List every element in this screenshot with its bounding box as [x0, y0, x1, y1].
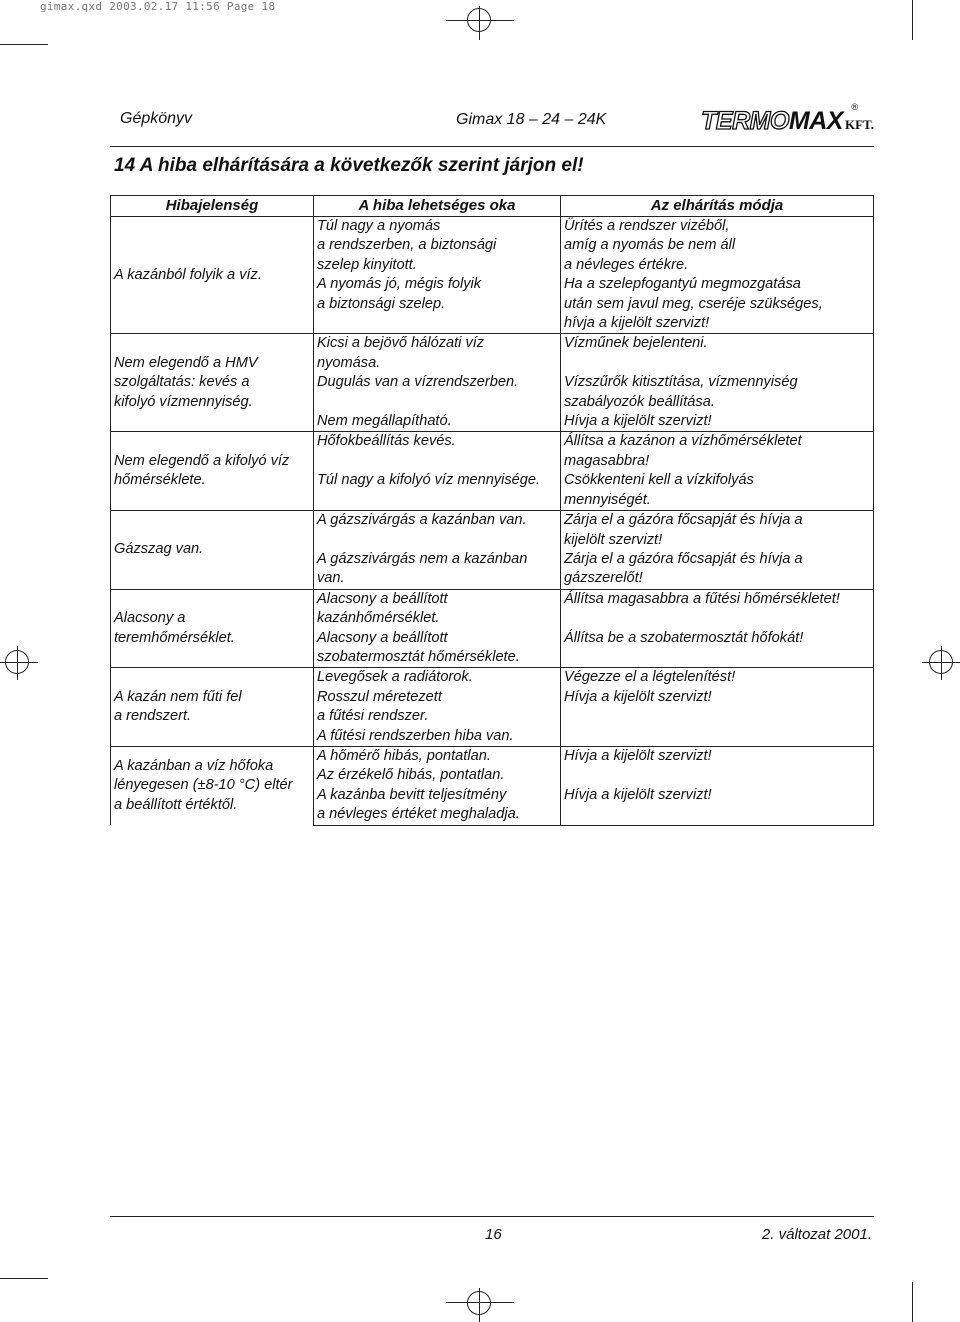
symptom-text: A kazánból folyik a víz.	[114, 266, 262, 283]
page-footer	[110, 1216, 874, 1243]
header-remedy: Az elhárítás módja	[561, 196, 874, 217]
termomax-logo	[701, 102, 874, 136]
cause-cell	[314, 432, 561, 471]
symptom-text: Nem elegendő a HMV szolgáltatás: kevés a kifolyó vízmennyiség.	[114, 354, 258, 410]
table-body	[111, 217, 874, 826]
cause-cell	[314, 786, 561, 825]
cause-cell	[314, 217, 561, 276]
symptom-cell	[111, 668, 314, 747]
remedy-text: Zárja el a gázóra főcsapját és hívja a kijelölt szervizt!	[564, 512, 803, 548]
remedy-text: Hívja a kijelölt szervizt!	[564, 688, 712, 705]
table-row	[111, 432, 874, 471]
cause-text: Kicsi a bejövő hálózati víz nyomása.	[317, 335, 485, 371]
remedy-cell	[561, 668, 874, 688]
cause-text: Túl nagy a nyomás a rendszerben, a biztonsági szelep kinyitott.	[317, 218, 497, 273]
symptom-text: A kazán nem fűti fel a rendszert.	[114, 688, 242, 725]
cause-cell	[314, 629, 561, 668]
remedy-cell	[561, 786, 874, 825]
cause-cell	[314, 275, 561, 334]
symptom-cell	[111, 432, 314, 511]
symptom-cell	[111, 746, 314, 825]
remedy-text: Végezze el a légtelenítést!	[564, 669, 736, 686]
table-row	[111, 511, 874, 550]
symptom-cell	[111, 589, 314, 668]
remedy-cell	[561, 766, 874, 785]
page-number: 16	[485, 1226, 502, 1243]
remedy-cell	[561, 727, 874, 747]
remedy-cell	[561, 373, 874, 412]
header-cause: A hiba lehetséges oka	[314, 196, 561, 217]
table-row	[111, 668, 874, 688]
section-title: 14 A hiba elhárítására a következők szerint járjon el!	[114, 155, 584, 176]
table-row	[111, 746, 874, 766]
cause-text: Dugulás van a vízrendszerben.	[317, 374, 519, 391]
logo-kft: KFT.	[844, 117, 874, 132]
symptom-text: Alacsony a teremhőmérséklet.	[114, 610, 235, 646]
remedy-cell	[561, 589, 874, 628]
cause-cell	[314, 766, 561, 785]
cause-text: A gázszivárgás a kazánban van.	[317, 512, 527, 529]
cause-text: A nyomás jó, mégis folyik a biztonsági szelep.	[317, 276, 482, 312]
remedy-text: Állítsa magasabbra a fűtési hőmérsékletet!	[564, 590, 840, 607]
remedy-text: Hívja a kijelölt szervizt!	[564, 786, 712, 803]
logo-registered-mark: ®	[851, 102, 858, 112]
cause-cell	[314, 727, 561, 747]
remedy-text: Vízszűrők kitisztítása, vízmennyiség szabályozók beállítása.	[564, 374, 798, 410]
remedy-cell	[561, 688, 874, 727]
remedy-text: Állítsa a kazánon a vízhőmérsékletet magasabbra!	[564, 433, 802, 469]
cause-cell	[314, 668, 561, 688]
remedy-cell	[561, 432, 874, 471]
document-version: 2. változat 2001.	[761, 1226, 872, 1243]
troubleshooting-table	[110, 195, 874, 826]
table-header-row	[111, 196, 874, 217]
cause-text: Az érzékelő hibás, pontatlan.	[317, 767, 505, 784]
remedy-text: Ürítés a rendszer vizéből, amíg a nyomás be nem áll a névleges értékre.	[564, 218, 736, 273]
remedy-text: Csökkenteni kell a vízkifolyás mennyiségét.	[564, 472, 754, 508]
header-manual-title: Gépkönyv	[120, 110, 193, 127]
remedy-text: Ha a szelepfogantyú megmozgatása után sem javul meg, cseréje szükséges, hívja a kijelölt szervizt!	[564, 276, 823, 332]
remedy-text: Vízműnek bejelenteni.	[564, 335, 708, 352]
remedy-cell	[561, 334, 874, 373]
remedy-text: Hívja a kijelölt szervizt!	[564, 413, 712, 430]
logo-termo: TERMO	[701, 107, 789, 135]
page-header	[110, 100, 874, 147]
symptom-cell	[111, 334, 314, 432]
cause-cell	[314, 688, 561, 727]
remedy-text: Állítsa be a szobatermosztát hőfokát!	[564, 629, 804, 646]
cause-text: A gázszivárgás nem a kazánban van.	[317, 550, 528, 587]
cause-text: Rosszul méretezett a fűtési rendszer.	[317, 688, 442, 725]
logo-max: MAX	[788, 107, 843, 135]
remedy-cell	[561, 550, 874, 589]
cause-cell	[314, 373, 561, 412]
remedy-text: Zárja el a gázóra főcsapját és hívja a gázszerelőt!	[564, 550, 803, 587]
symptom-text: A kazánban a víz hőfoka lényegesen (±8-10 °C) eltér a beállított értéktől.	[114, 757, 293, 813]
table-row	[111, 217, 874, 276]
print-slug: gimax.qxd 2003.02.17 11:56 Page 18	[40, 0, 276, 13]
symptom-text: Nem elegendő a kifolyó víz hőmérséklete.	[114, 452, 290, 489]
remedy-cell	[561, 275, 874, 334]
cause-text: A kazánba bevitt teljesítmény a névleges értéket meghaladja.	[317, 786, 520, 823]
table-row	[111, 589, 874, 628]
cause-cell	[314, 550, 561, 589]
cause-text: A hőmérő hibás, pontatlan.	[317, 747, 491, 764]
remedy-cell	[561, 412, 874, 432]
symptom-cell	[111, 217, 314, 334]
cause-cell	[314, 589, 561, 628]
cause-cell	[314, 412, 561, 432]
cause-text: Hőfokbeállítás kevés.	[317, 433, 456, 450]
cause-text: Nem megállapítható.	[317, 413, 452, 430]
cause-cell	[314, 471, 561, 510]
symptom-cell	[111, 511, 314, 590]
cause-text: Túl nagy a kifolyó víz mennyisége.	[317, 472, 541, 489]
table-row	[111, 334, 874, 373]
header-model: Gimax 18 – 24 – 24K	[456, 111, 607, 128]
header-symptom: Hibajelenség	[111, 196, 314, 217]
cause-text: Alacsony a beállított kazánhőmérséklet.	[317, 590, 448, 627]
remedy-cell	[561, 511, 874, 550]
cause-cell	[314, 746, 561, 766]
cause-text: A fűtési rendszerben hiba van.	[317, 727, 514, 744]
remedy-cell	[561, 217, 874, 276]
remedy-cell	[561, 629, 874, 668]
remedy-text: Hívja a kijelölt szervizt!	[564, 747, 712, 764]
cause-cell	[314, 511, 561, 550]
remedy-cell	[561, 471, 874, 510]
cause-text: Levegősek a radiátorok.	[317, 669, 473, 686]
cause-text: Alacsony a beállított szobatermosztát hőmérséklete.	[317, 629, 520, 665]
remedy-cell	[561, 746, 874, 766]
symptom-text: Gázszag van.	[114, 541, 204, 558]
cause-cell	[314, 334, 561, 373]
